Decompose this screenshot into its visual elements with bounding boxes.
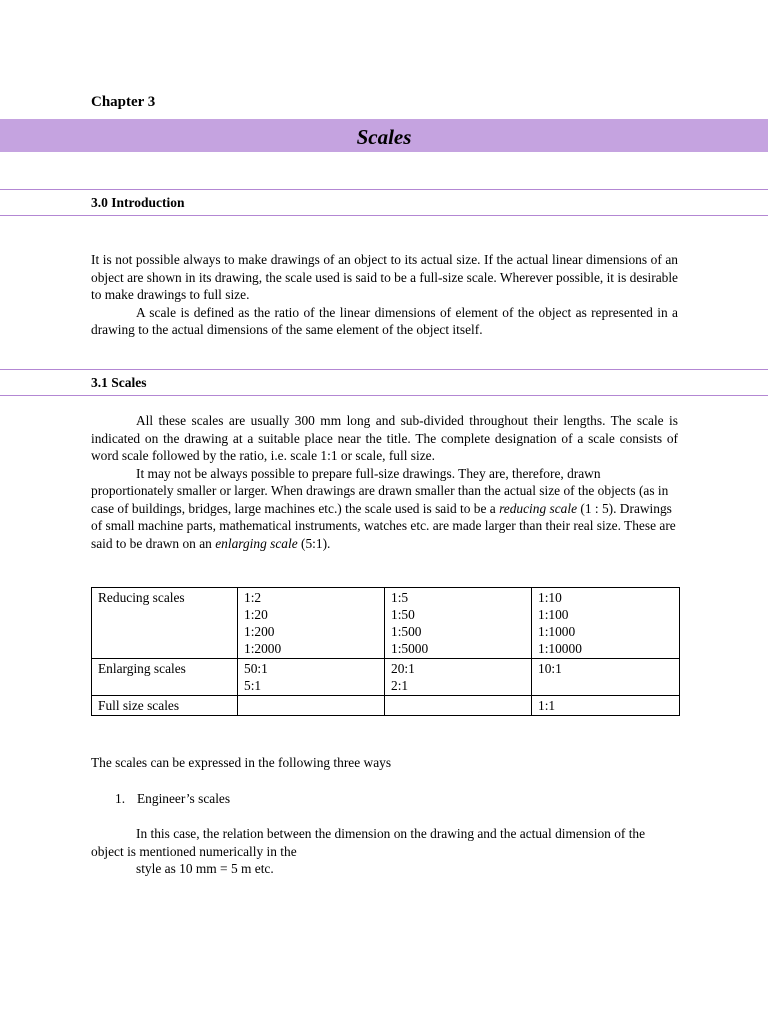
table-cell — [238, 588, 385, 659]
section-heading: 3.1 Scales — [91, 375, 147, 390]
term-enlarging-scale: enlarging scale — [215, 535, 298, 551]
paragraph: In this case, the relation between the dimension on the drawing and the actual dimension of the object is mentioned numerically in the — [91, 826, 646, 859]
scale-ratio: 1:1 — [538, 698, 556, 713]
scale-ratio: 1:500 — [391, 624, 422, 639]
section-header-introduction — [0, 189, 768, 216]
scale-ratio: 1:1000 — [538, 624, 576, 639]
scales-text — [91, 412, 678, 552]
introduction-text — [91, 251, 678, 339]
scale-ratio: 1:5000 — [391, 641, 429, 656]
table-cell — [385, 696, 532, 716]
scale-ratio: 1:10000 — [538, 641, 582, 656]
paragraph: It is not possible always to make drawings of an object to its actual size. If the actual linear dimensions of an object are shown in its drawing, the scale used is said to be a full-size scale. Wherever possible, it is desirable to make drawings to full size. — [91, 252, 678, 302]
paragraph-text: (1 : 5). Drawings of small machine parts, mathematical instruments, watches etc. are made larger than their real size. These are said to be drawn on an — [91, 500, 676, 551]
scale-ratio: 1:2000 — [244, 641, 282, 656]
table-cell — [238, 659, 385, 696]
scale-ratio: 1:10 — [538, 590, 562, 605]
paragraph: A scale is defined as the ratio of the linear dimensions of element of the object as represented in a drawing to the actual dimensions of the same element of the object itself. — [91, 304, 678, 337]
table-cell — [385, 659, 532, 696]
chapter-label: Chapter 3 — [91, 94, 156, 110]
paragraph: All these scales are usually 300 mm long and sub-divided throughout their lengths. The scale is indicated on the drawing at a suitable place near the title. The complete designation of a scale consists of word scale followed by the ratio, i.e. scale 1:1 or scale, full size. — [91, 413, 678, 463]
table-row — [92, 588, 680, 659]
scale-ratio: 1:2 — [244, 590, 262, 605]
paragraph-text: (5:1). — [301, 535, 331, 551]
table-cell-label: Reducing scales — [92, 588, 238, 659]
table-cell — [532, 696, 680, 716]
scale-ratio: 1:200 — [244, 624, 275, 639]
term-reducing-scale: reducing scale — [499, 500, 578, 516]
list-text: Engineer’s scales — [137, 791, 231, 806]
scale-ratio: 2:1 — [391, 678, 409, 693]
engineer-scale-text — [91, 825, 678, 878]
table-row — [92, 696, 680, 716]
table-cell — [532, 588, 680, 659]
ways-intro: The scales can be expressed in the following three ways — [91, 755, 392, 770]
scales-table — [91, 587, 680, 716]
scale-ratio: 20:1 — [391, 661, 415, 676]
section-header-scales — [0, 369, 768, 396]
scale-ratio: 1:5 — [391, 590, 409, 605]
list-item — [115, 790, 230, 808]
table-row — [92, 659, 680, 696]
paragraph — [91, 465, 678, 553]
scale-ratio: 10:1 — [538, 661, 562, 676]
scale-ratio: 50:1 — [244, 661, 268, 676]
page-title: Scales — [0, 119, 768, 152]
table-cell-label: Full size scales — [92, 696, 238, 716]
table-cell-label: Enlarging scales — [92, 659, 238, 696]
table-cell — [238, 696, 385, 716]
paragraph: style as 10 mm = 5 m etc. — [136, 861, 274, 876]
scale-ratio: 5:1 — [244, 678, 262, 693]
scale-ratio: 1:100 — [538, 607, 569, 622]
paragraph-text: It may not be always possible to prepare full-size drawings. They are, therefore, drawn proportionately smaller or larger. When drawings are drawn smaller than the actual size of the objects (as in case of buildings, bridges, large machines etc.) the scale used is said to be a — [91, 465, 669, 516]
list-number: 1. — [115, 791, 126, 806]
scale-ratio: 1:20 — [244, 607, 268, 622]
scale-ratio: 1:50 — [391, 607, 415, 622]
table-cell — [385, 588, 532, 659]
table-cell — [532, 659, 680, 696]
section-heading: 3.0 Introduction — [91, 195, 185, 210]
